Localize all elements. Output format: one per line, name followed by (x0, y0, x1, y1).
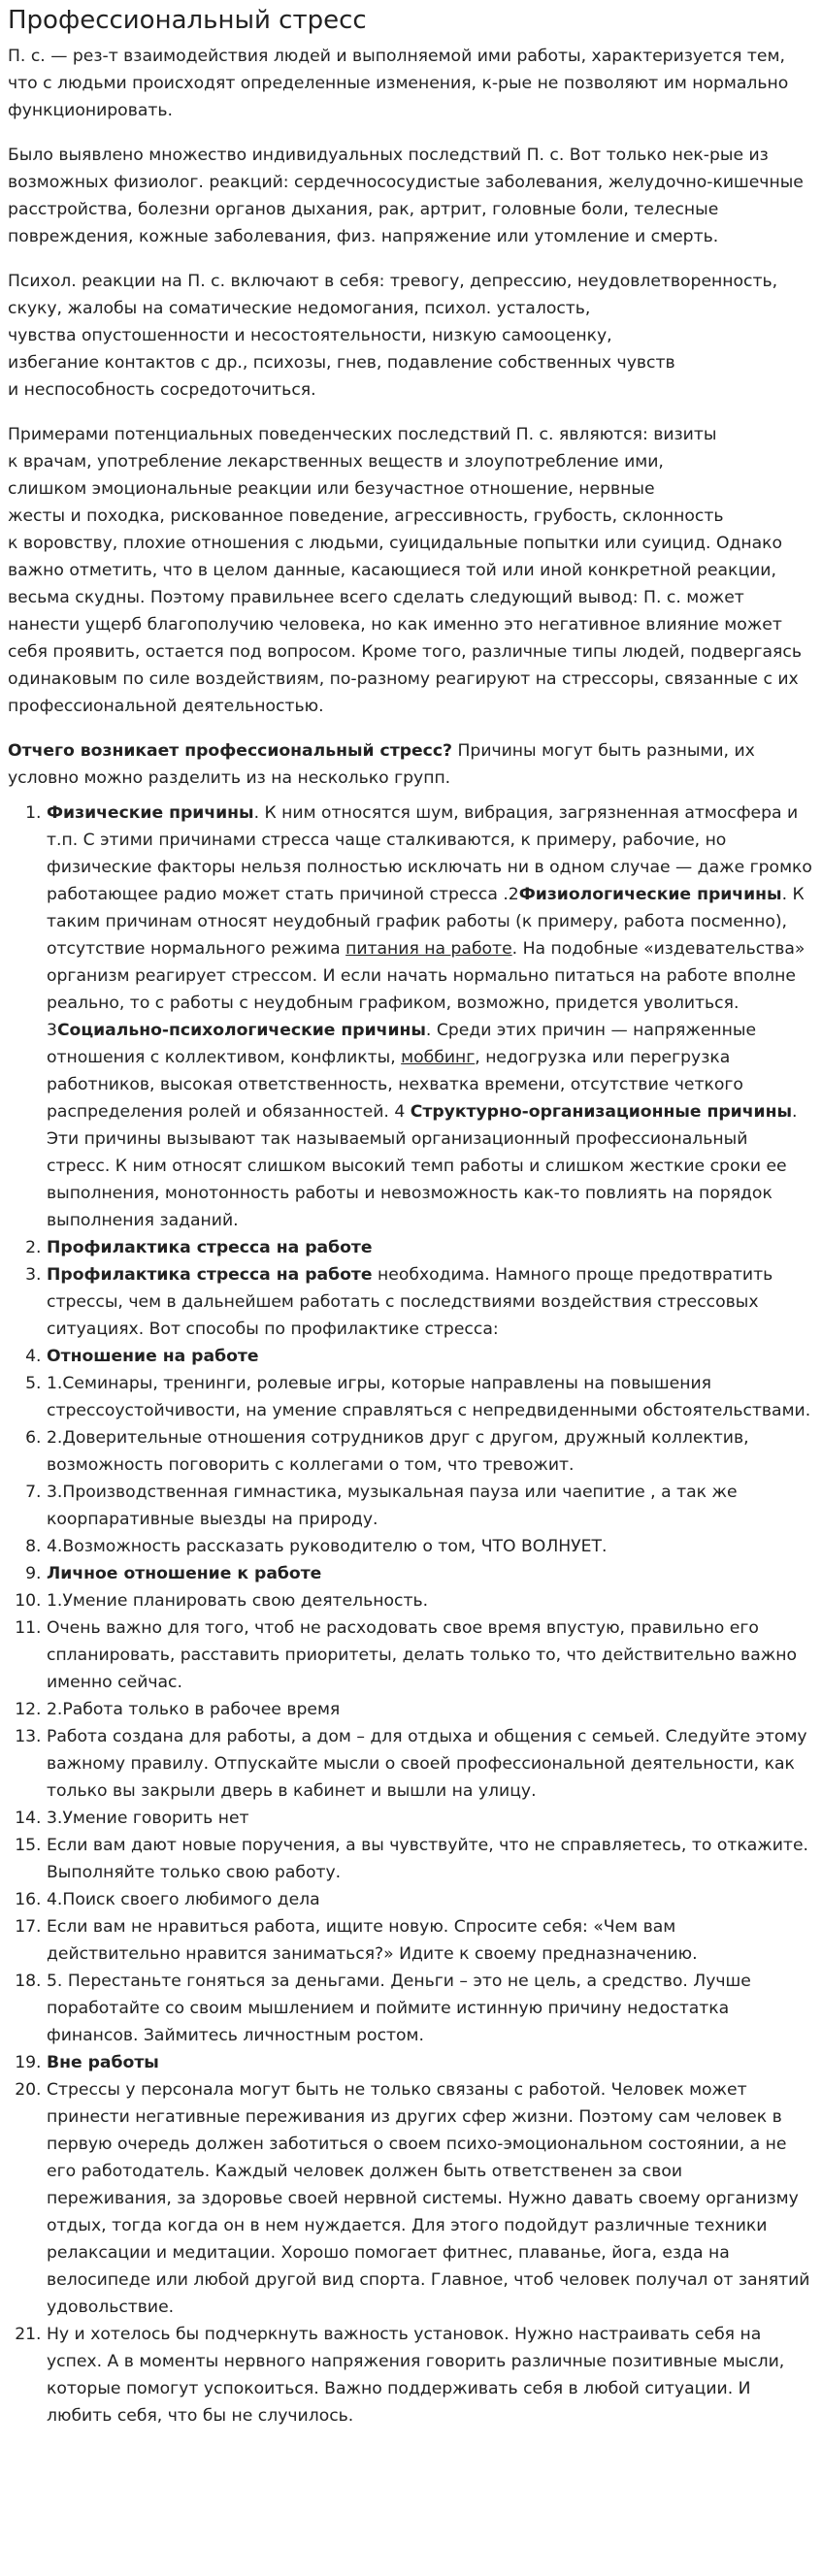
list-item: 14. 3.Умение говорить нет (47, 1805, 812, 1832)
list-item-text: . К ним относятся шум, вибрация, загрязненная атмосфера и т.п. С этими причинами стресса чаще сталкиваются, к примеру, рабочие, но физические факторы нельзя полностью исключать ни в одном случае — даже громко работающее радио может стать причиной стресса .2 (47, 803, 812, 904)
text-line: Психол. реакции на П. с. включают в себя: тревогу, депрессию, неудовлетворенность, скуку, жалобы на соматические недомогания, психол. усталость, (8, 272, 778, 318)
text-line: чувства опустошенности и несостоятельности, низкую самооценку, (8, 326, 612, 345)
list-item-text: , недогрузка или перегрузка работников, высокая ответственность, нехватка времени, отсутствие четкого распределения ролей и обязанностей. 4 (47, 1048, 743, 1122)
social-psychological-causes-term: Социально-психологические причины (56, 1021, 426, 1040)
mobbing-link[interactable]: моббинг (401, 1048, 476, 1067)
list-item-heading (47, 1343, 812, 1370)
list-item-text: необходима. Намного проще предотвратить стрессы, чем в дальнейшем работать с последствиями воздействия стрессовых ситуациях. Вот способы по профилактике стресса: (47, 1265, 773, 1339)
list-item-heading (47, 1234, 812, 1261)
causes-question-paragraph (8, 737, 812, 792)
list-item: 11. Очень важно для того, чтоб не расходовать свое время впустую, правильно его спланировать, расставить приоритеты, делать только то, что действительно важно именно сейчас. (47, 1614, 812, 1696)
text-line: жесты и походка, рискованное поведение, агрессивность, грубость, склонность (8, 506, 724, 526)
list-item-text: . К таким причинам относят неудобный график работы (к примеру, работа посменно), отсутствие нормального режима (47, 885, 805, 959)
list-item: 18. 5. Перестаньте гоняться за деньгами. Деньги – это не цель, а средство. Лучше поработайте со своим мышлением и поймите истинную причину недостатка финансов. Займитесь личностным ростом. (47, 1968, 812, 2049)
behavioral-effects-paragraph (8, 421, 812, 720)
text-line: слишком эмоциональные реакции или безучастное отношение, нервные (8, 479, 655, 499)
nutrition-at-work-link[interactable]: питания на работе (345, 939, 512, 959)
text-line: избегание контактов с др., психозы, гнев, подавление собственных чувств (8, 353, 675, 373)
text-line: Примерами потенциальных поведенческих последствий П. с. являются: визиты (8, 425, 717, 444)
physical-causes-term: Физические причины (47, 803, 254, 823)
prevention-term: Профилактика стресса на работе (47, 1265, 373, 1285)
text-line: к воровству, плохие отношения с людьми, суицидальные попытки или суицид. Однако важно отметить, что в целом данные, касающиеся той или иной конкретной реакции, весьма скудны. Поэтому правильнее всего сделать следующий вывод: П. с. может нанести ущерб благополучию человека, но как именно это негативное влияние может себя проявить, остается под вопросом. Кроме того, различные типы людей, подвергаясь одинаковым по силе воздействиям, по-разному реагируют на стрессоры, связанные с их профессиональной деятельностью. (8, 534, 802, 716)
intro-paragraph: П. с. — рез-т взаимодействия людей и выполняемой ими работы, характеризуется тем, что с людьми происходят определенные изменения, к-рые не позволяют им нормально функционировать. (8, 47, 789, 120)
structural-organizational-causes-term: Структурно-организационные причины (410, 1102, 792, 1122)
list-item: 10. 1.Умение планировать свою деятельность. (47, 1587, 812, 1614)
causes-question-heading: Отчего возникает профессиональный стресс? (8, 741, 453, 761)
list-item: 7. 3.Производственная гимнастика, музыкальная пауза или чаепитие , а так же коорпаративные выезды на природу. (47, 1479, 812, 1533)
list-item: 8. 4.Возможность рассказать руководителю о том, ЧТО ВОЛНУЕТ. (47, 1533, 812, 1560)
physiological-causes-term: Физиологические причины (518, 885, 782, 904)
personal-attitude-heading: Личное отношение к работе (47, 1564, 322, 1583)
list-item: 15. Если вам дают новые поручения, а вы чувствуйте, что не справляетесь, то откажите. Выполняйте только свою работу. (47, 1832, 812, 1886)
physiological-effects-paragraph: Было выявлено множество индивидуальных последствий П. с. Вот только нек-рые из возможных физиолог. реакций: сердечнососудистые заболевания, желудочно-кишечные расстройства, болезни органов дыхания, рак, артрит, головные боли, телесные повреждения, кожные заболевания, физ. напряжение или утомление и смерть. (8, 146, 804, 246)
causes-question-text: Причины могут быть разными, их условно можно разделить из на несколько групп. (8, 741, 755, 788)
psychological-effects-paragraph (8, 268, 812, 404)
list-item-causes (47, 799, 812, 1234)
article (0, 4, 822, 2435)
outside-work-heading: Вне работы (47, 2053, 159, 2072)
work-relations-heading: Отношение на работе (47, 1347, 259, 1366)
list-item-text: . На подобные «издевательства» организм реагирует стрессом. И если начать нормально питаться на работе вполне реально, то с работы с неудобным графиком, возможно, придется уволиться. 3 (47, 939, 806, 1040)
text-line: к врачам, употребление лекарственных веществ и злоупотребление ими, (8, 452, 664, 472)
list-item: 20. Стрессы у персонала могут быть не только связаны с работой. Человек может принести негативные переживания из других сфер жизни. Поэтому сам человек в первую очередь должен заботиться о своем психо-эмоциональном состоянии, а не его работодатель. Каждый человек должен быть ответственен за свои переживания, за здоровье своей нервной системы. Нужно давать своему организму отдых, тогда когда он в нем нуждается. Для этого подойдут различные техники релаксации и медитации. Хорошо помогает фитнес, плаванье, йога, езда на велосипеде или любой другой вид спорта. Главное, чтоб человек получал от занятий удовольствие. (47, 2076, 812, 2321)
list-item (47, 1261, 812, 1343)
list-item-text: . Эти причины вызывают так называемый организационный профессиональный стресс. К ним относят слишком высокий темп работы и слишком жесткие сроки ее выполнения, монотонность работы и невозможность как-то повлиять на порядок выполнения заданий. (47, 1102, 798, 1230)
page-title: Профессиональный стресс (8, 6, 367, 35)
list-item: 21. Ну и хотелось бы подчеркнуть важность установок. Нужно настраивать себя на успех. А в моменты нервного напряжения говорить различные позитивные мысли, которые помогут успокоиться. Важно поддерживать себя в любой ситуации. И любить себя, что бы не случилось. (47, 2321, 812, 2429)
list-item: 17. Если вам не нравиться работа, ищите новую. Спросите себя: «Чем вам действительно нравится заниматься?» Идите к своему предназначению. (47, 1913, 812, 1968)
numbered-list (8, 799, 812, 2429)
prevention-heading: Профилактика стресса на работе (47, 1238, 373, 1257)
list-item: 13. Работа создана для работы, а дом – для отдыха и общения с семьей. Следуйте этому важному правилу. Отпускайте мысли о своей профессиональной деятельности, как только вы закрыли дверь в кабинет и вышли на улицу. (47, 1723, 812, 1805)
list-item-heading (47, 1560, 812, 1587)
text-line: и неспособность сосредоточиться. (8, 380, 316, 400)
list-item: 16. 4.Поиск своего любимого дела (47, 1886, 812, 1913)
list-item-heading (47, 2049, 812, 2076)
list-item: 6. 2.Доверительные отношения сотрудников друг с другом, дружный коллектив, возможность поговорить с коллегами о том, что тревожит. (47, 1424, 812, 1479)
list-item: 12. 2.Работа только в рабочее время (47, 1696, 812, 1723)
list-item: 5. 1.Семинары, тренинги, ролевые игры, которые направлены на повышения стрессоустойчивости, на умение справляться с непредвиденными обстоятельствами. (47, 1370, 812, 1424)
list-item-text: . Среди этих причин — напряженные отношения с коллективом, конфликты, (47, 1021, 757, 1067)
